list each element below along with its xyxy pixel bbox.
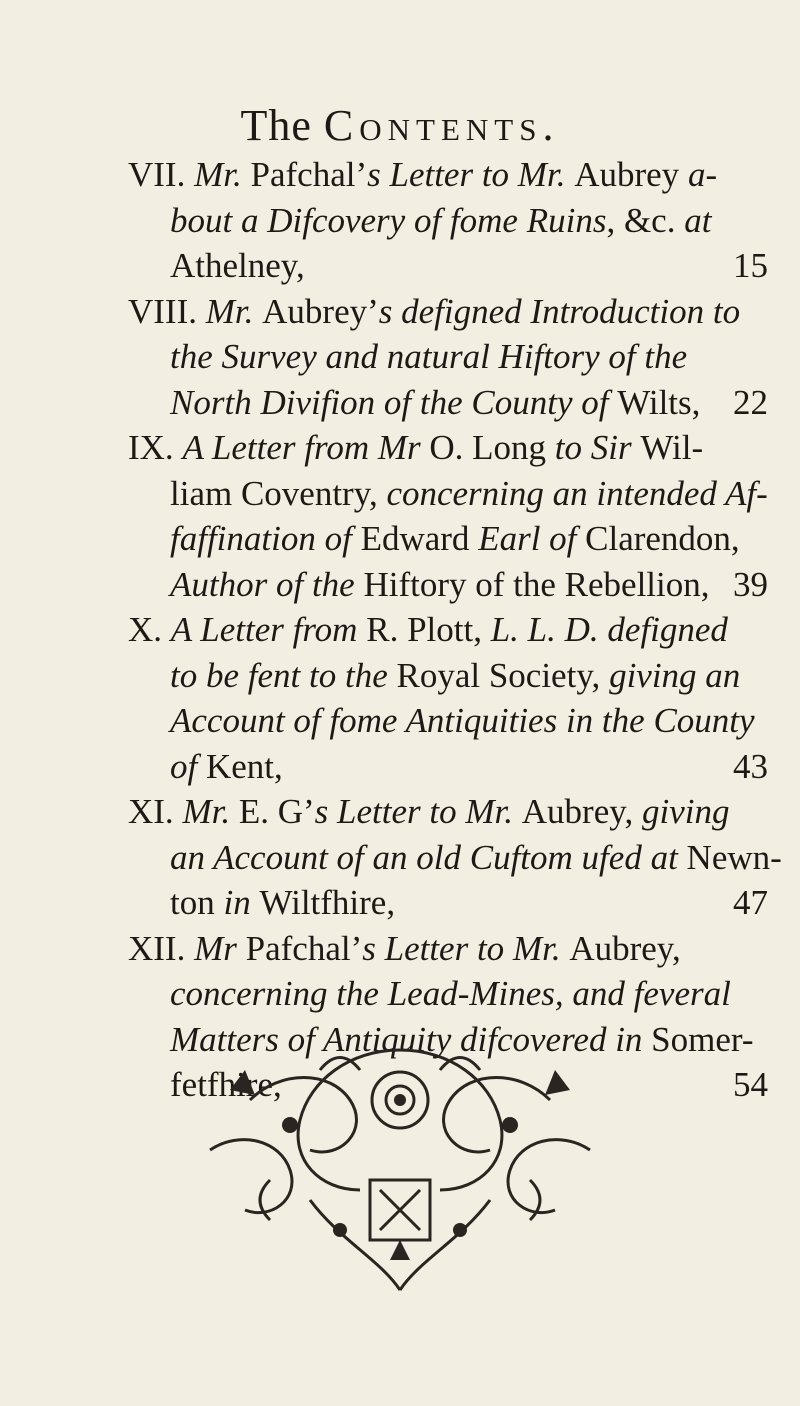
entry-text: R. Plott, — [366, 610, 491, 649]
entry-line — [128, 835, 782, 881]
entry-text: Aubrey, — [569, 928, 681, 968]
page-number: 22 — [733, 382, 768, 422]
entry-text: concerning the Lead-Mines, and feveral — [170, 974, 731, 1013]
entry-text: Wil- — [640, 428, 704, 467]
entry-text: s defigned Introduction to — [378, 291, 741, 331]
entry-text: Mr. — [205, 291, 263, 331]
entry-line — [128, 607, 768, 653]
entry-text: VII. — [128, 155, 195, 194]
entry-text: the Survey and natural Hiftory of the — [170, 337, 688, 376]
entry-text: Somer- — [651, 1019, 754, 1059]
entry-text: XI. — [128, 792, 183, 831]
entry-text: s Letter to Mr. — [314, 792, 522, 831]
entry-line — [128, 198, 768, 244]
entry-line — [128, 744, 768, 790]
entry-line — [128, 562, 768, 608]
contents-entry — [128, 425, 768, 607]
entry-text: faffination of — [170, 519, 361, 558]
entry-line — [128, 471, 768, 517]
page-number: 15 — [733, 246, 768, 285]
entry-text: Account of fome Antiquities in the County — [170, 701, 755, 740]
entry-text: XII. — [128, 928, 195, 968]
entry-text: Wiltfhire, — [259, 883, 396, 922]
entry-text: A Letter from Mr — [182, 428, 430, 467]
entry-text: Pafchal’ — [250, 155, 368, 194]
entry-text: Aubrey — [574, 155, 688, 194]
entry-text: , &c. — [606, 200, 685, 240]
entry-text: Clarendon, — [585, 519, 740, 558]
entry-text: Aubrey, — [521, 792, 642, 831]
entry-text: fetfhire, — [170, 1065, 282, 1104]
entry-text: concerning an intended Af- — [386, 473, 768, 513]
entry-text: to be fent to the — [170, 655, 397, 695]
entry-text: s Letter to Mr. — [362, 928, 570, 968]
entry-text: liam Coventry, — [170, 473, 387, 513]
entry-text: Earl of — [478, 519, 586, 558]
entry-text: O. Long — [429, 428, 555, 467]
page-number: 43 — [733, 746, 768, 786]
page-number: 47 — [733, 883, 768, 922]
entry-line — [128, 653, 768, 699]
entry-text: Mr. — [182, 792, 239, 831]
contents-list — [128, 152, 782, 1108]
entry-text: of — [170, 746, 206, 786]
entry-text: Athelney, — [170, 246, 305, 285]
contents-entry — [128, 607, 768, 789]
entry-line — [128, 971, 768, 1017]
entry-text: Royal Society, — [396, 655, 610, 695]
entry-line — [128, 516, 768, 562]
entry-line — [128, 880, 768, 926]
entry-line — [128, 152, 768, 198]
entry-text: an Account of an old Cuftom ufed at — [170, 837, 687, 877]
entry-text: giving an — [609, 655, 741, 695]
entry-text: s Letter to Mr. — [367, 155, 575, 194]
contents-entry — [128, 289, 768, 426]
entry-text: Mr — [194, 928, 246, 968]
entry-line — [128, 334, 768, 380]
entry-text: Matters of Antiquity difcovered in — [170, 1019, 652, 1059]
entry-line — [128, 289, 768, 335]
entry-line — [128, 698, 768, 744]
contents-entry — [128, 152, 768, 289]
entry-text: North Divifion of the County of — [170, 382, 618, 422]
entry-text: at — [684, 200, 712, 240]
entry-line — [128, 380, 768, 426]
header-pre: The — [240, 101, 312, 150]
entry-text: Kent, — [205, 746, 283, 786]
entry-text: a- — [687, 155, 718, 194]
entry-line — [128, 789, 768, 835]
page-number: 54 — [733, 1065, 768, 1104]
header-title: Contents. — [323, 101, 560, 150]
entry-text: IX. — [128, 428, 183, 467]
entry-text: giving — [641, 792, 730, 831]
entry-text: A Letter from — [170, 610, 367, 649]
entry-text: Pafchal’ — [245, 928, 363, 968]
entry-text: Author of the — [170, 564, 364, 604]
entry-text: to Sir — [554, 428, 641, 467]
entry-text: Hiftory of the Rebellion, — [363, 564, 710, 604]
entry-text: L. L. D. defigned — [490, 610, 728, 649]
entry-text: ton — [170, 883, 224, 922]
entry-text: Newn- — [686, 837, 782, 877]
entry-text: bout a Difcovery of fome Ruins — [170, 200, 607, 240]
entry-text: X. — [128, 610, 171, 649]
page-header — [0, 100, 800, 151]
page-number: 39 — [733, 564, 768, 604]
entry-line — [128, 926, 768, 972]
floral-ornament-icon — [190, 1030, 610, 1300]
entry-text: Wilts, — [617, 382, 701, 422]
entry-text: Mr. — [194, 155, 251, 194]
entry-line — [128, 243, 768, 289]
entry-text: Aubrey’ — [262, 291, 379, 331]
entry-text: in — [223, 883, 260, 922]
entry-line — [128, 425, 768, 471]
entry-text: E. G’ — [238, 792, 315, 831]
entry-text: VIII. — [128, 291, 206, 331]
entry-text: Edward — [360, 519, 479, 558]
contents-entry — [128, 789, 782, 926]
